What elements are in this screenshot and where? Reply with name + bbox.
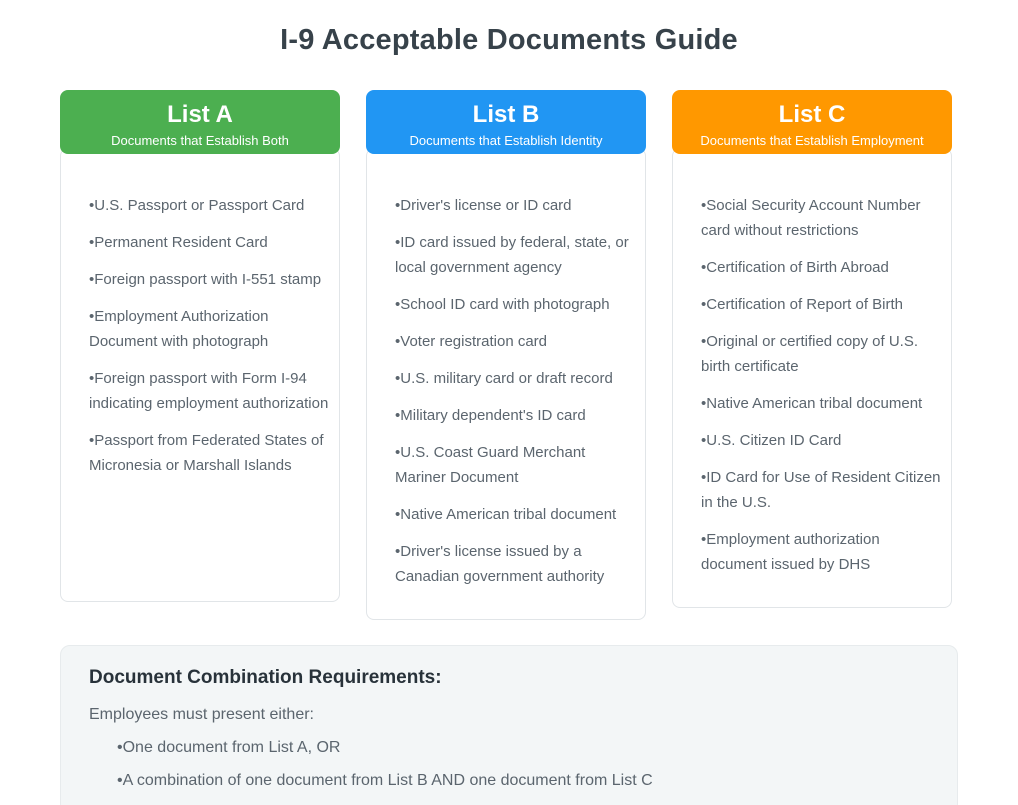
list-c-card <box>672 148 952 608</box>
list-item: • Foreign passport with I-551 stamp <box>89 267 329 292</box>
list-item: • Native American tribal document <box>395 502 635 527</box>
list-item: • Certification of Report of Birth <box>701 292 941 317</box>
list-b-card <box>366 148 646 620</box>
list-item: • U.S. military card or draft record <box>395 366 635 391</box>
document-lists-row <box>0 90 1018 620</box>
list-item: • U.S. Coast Guard Merchant Mariner Document <box>395 440 635 490</box>
list-b-subtitle: Documents that Establish Identity <box>409 133 603 148</box>
list-a-header <box>60 90 340 154</box>
list-item: • Military dependent's ID card <box>395 403 635 428</box>
list-a-column <box>60 90 340 620</box>
list-b-column <box>366 90 646 620</box>
list-item: • ID Card for Use of Resident Citizen in the U.S. <box>701 465 941 515</box>
list-a-subtitle: Documents that Establish Both <box>111 133 289 148</box>
list-item: • Original or certified copy of U.S. birth certificate <box>701 329 941 379</box>
list-item: • Voter registration card <box>395 329 635 354</box>
i9-documents-guide-page <box>0 24 1018 805</box>
combination-requirements-box <box>60 645 958 805</box>
list-item: • Certification of Birth Abroad <box>701 255 941 280</box>
page-title: I-9 Acceptable Documents Guide <box>280 24 738 56</box>
list-item: • ID card issued by federal, state, or local government agency <box>395 230 635 280</box>
list-c-subtitle: Documents that Establish Employment <box>700 133 924 148</box>
list-b-header <box>366 90 646 154</box>
list-item: • Permanent Resident Card <box>89 230 329 255</box>
list-a-card <box>60 148 340 602</box>
list-item: • U.S. Passport or Passport Card <box>89 193 329 218</box>
combination-option: • A combination of one document from List B AND one document from List C <box>117 772 929 790</box>
list-item: • U.S. Citizen ID Card <box>701 428 941 453</box>
list-item: • Employment Authorization Document with photograph <box>89 304 329 354</box>
list-c-title: List C <box>778 101 846 128</box>
list-c-column <box>672 90 952 620</box>
list-c-header <box>672 90 952 154</box>
combination-heading: Document Combination Requirements: <box>89 667 442 688</box>
list-item: • Driver's license or ID card <box>395 193 635 218</box>
list-item: • Social Security Account Number card without restrictions <box>701 193 941 243</box>
list-item: • Foreign passport with Form I-94 indicating employment authorization <box>89 366 329 416</box>
list-item: • Native American tribal document <box>701 391 941 416</box>
list-a-title: List A <box>167 101 233 128</box>
list-item: • Driver's license issued by a Canadian government authority <box>395 539 635 589</box>
list-item: • Passport from Federated States of Micronesia or Marshall Islands <box>89 428 329 478</box>
list-item: • School ID card with photograph <box>395 292 635 317</box>
list-b-title: List B <box>472 101 540 128</box>
list-item: • Employment authorization document issued by DHS <box>701 527 941 577</box>
combination-intro: Employees must present either: <box>89 706 314 723</box>
combination-option: • One document from List A, OR <box>117 739 929 757</box>
